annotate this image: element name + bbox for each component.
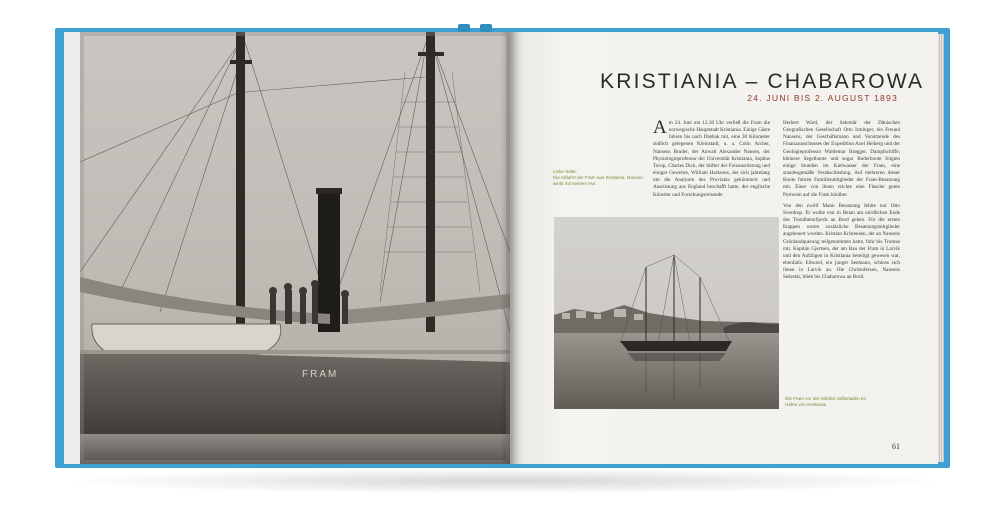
page-fore-edge [938,34,944,462]
paragraph: Herbert Ward, der Sekretär der Dänischen Geografischen Gesellschaft Otto Irminger, ein Freund Nansens, der Geschäftsmann und Vorsitzende des Finanzausschusses der Expedition Axel Heiberg und der Geologieprofessor Waldemar Brøgger. Dampfschiffe, kleinere Segelboote und sogar Ruderboote folgten einige Stunden im Kielwasser der Fram, eine standesgemäße Verabschiedung. Auf mehreren dieser Boote fuhren Familienmitglieder der Fram-Besatzung mit. Einer von ihnen reichte eine Flasche guten Portwein auf die Fram hinüber. [783,120,900,198]
left-photo-fram-departure [80,32,510,464]
caption-text: Die Fram vor der Abfahrt vollbeladen im Hafen von Kristiania [785,396,866,407]
caption-left-page-photo [553,169,643,187]
caption-right-photo [785,396,875,408]
caption-text: Die Abfahrt der Fram aus Kristiania. Nansen winkt mit seinem Hut [553,175,643,186]
drop-cap: A [653,117,667,138]
book-shadow [60,468,950,494]
text-column-2 [783,120,900,285]
chapter-title: KRISTIANIA – CHABAROWA [600,70,925,93]
text-column-1 [653,117,770,203]
chapter-subtitle-dates: 24. JUNI BIS 2. AUGUST 1893 [747,93,898,103]
bookmark-ribbon [480,24,492,32]
book-gutter-shadow [500,32,522,464]
right-photo-fram-harbor [554,217,779,409]
caption-label: Linke Seite: [553,169,578,174]
bookmark-ribbon [458,24,470,32]
paragraph: Am 24. Juni um 12.30 Uhr verließ die Fram die norwegische Hauptstadt Kristiania. Einige Gäste fuhren bis nach Drøbak mit, eine 30 Kilometer südlich gelegenen Kleinstadt, u. a. Colin Archer, Nansens Bruder, der Anwalt Alexander Nansen, der Physiologieprofessor der Universität Kristiania, Sophus Torup, Charles Dick, der Stifter der Fotoausrüstung und einiger Gewehre, William Harkness, der sich jahrelang um die Analysen des Proviants gekümmert und Ausrüstung aus England beschafft hatte, der englische Künstler und Forschungsreisende [653,117,770,198]
paragraph: Von den zwölf Mann Besatzung fehlte nur Otto Sverdrup. Er wollte erst in Beian am nördlichen Ende des Trondheimfjords an Bord gehen. Für die ersten Etappen waren zusätzliche Besatzungsmitglieder angeheuert worden. Kristian Kristensen, der an Nansens Grönlandquerung teilgenommen hatte, fuhr bis Tromsø mit. Kapitän Gjertsen, der am Bau der Fram in Larvik und den Aufzügen in Kristiania beteiligt gewesen war, ebenfalls. Edward, ein junger Seemann, schloss sich ihnen in Larvik an. Ole Christofersen, Nansens Sekretär, blieb bis Chabarowa an Bord. [783,202,900,281]
page-number: 61 [892,442,900,451]
hull-name-text: FRAM [302,369,339,380]
